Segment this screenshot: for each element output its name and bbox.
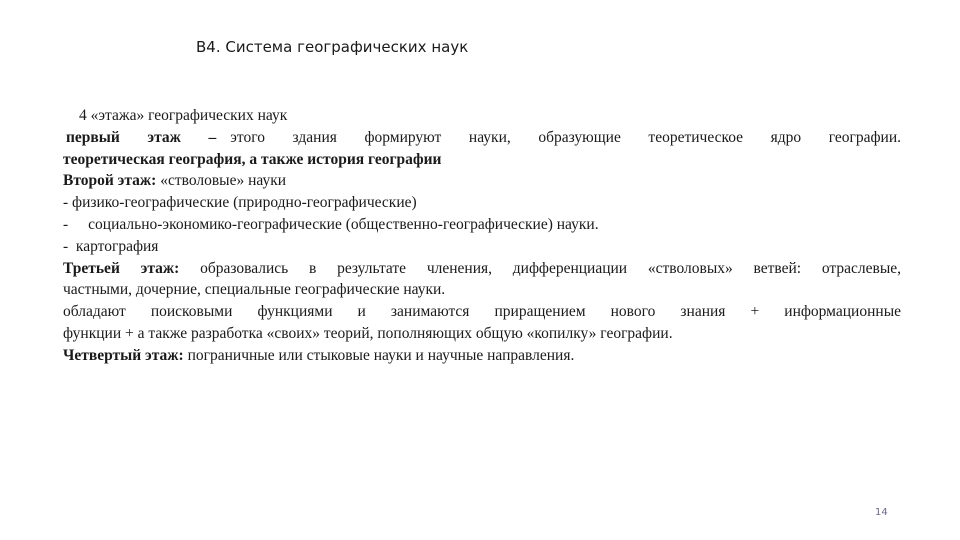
page-number: 14 xyxy=(875,507,888,518)
body-intro-line: 4 «этажа» географических наук xyxy=(79,107,288,124)
functions-line: обладают поисковыми функциями и занимаются приращением нового знания + информационные xyxy=(63,303,901,321)
functions-continuation: функции + а также разработка «своих» теорий, пополняющих общую «копилку» географии. xyxy=(63,324,673,342)
list-dash: - xyxy=(63,194,69,212)
second-floor-label: Второй этаж: xyxy=(63,172,157,190)
slide-title: В4. Система географических наук xyxy=(196,38,469,56)
first-floor-text: этого здания формируют науки, образующие теоретическое ядро географии. xyxy=(230,128,902,146)
second-floor-text: «стволовые» науки xyxy=(160,172,287,190)
second-floor-line xyxy=(63,170,901,192)
first-floor-detail-text: теоретическая география, а также история географии xyxy=(63,150,442,168)
list-item-text: социально-экономико-географические (общественно-географические) науки. xyxy=(88,215,599,233)
fourth-floor-line xyxy=(63,345,901,367)
first-floor-line xyxy=(63,127,901,149)
third-floor-text: образовались в результате членения, дифференциации «стволовых» ветвей: отраслевые, xyxy=(200,259,901,277)
first-floor-label: первый этаж – xyxy=(66,128,217,146)
list-item xyxy=(63,214,901,236)
list-dash: - xyxy=(63,215,69,233)
first-floor-detail xyxy=(63,149,901,171)
list-item xyxy=(63,192,901,214)
list-dash: - xyxy=(63,237,69,255)
fourth-floor-label: Четвертый этаж: xyxy=(63,346,184,364)
third-floor-continuation: частными, дочерние, специальные географические науки. xyxy=(63,281,446,299)
third-floor-label: Третьей этаж: xyxy=(63,259,180,277)
fourth-floor-text: пограничные или стыковые науки и научные направления. xyxy=(187,346,575,364)
list-item-text: картография xyxy=(75,237,159,255)
list-item xyxy=(63,236,901,258)
slide-body xyxy=(63,105,901,367)
third-floor-line xyxy=(63,258,901,280)
list-item-text: физико-географические (природно-географические) xyxy=(72,194,417,212)
